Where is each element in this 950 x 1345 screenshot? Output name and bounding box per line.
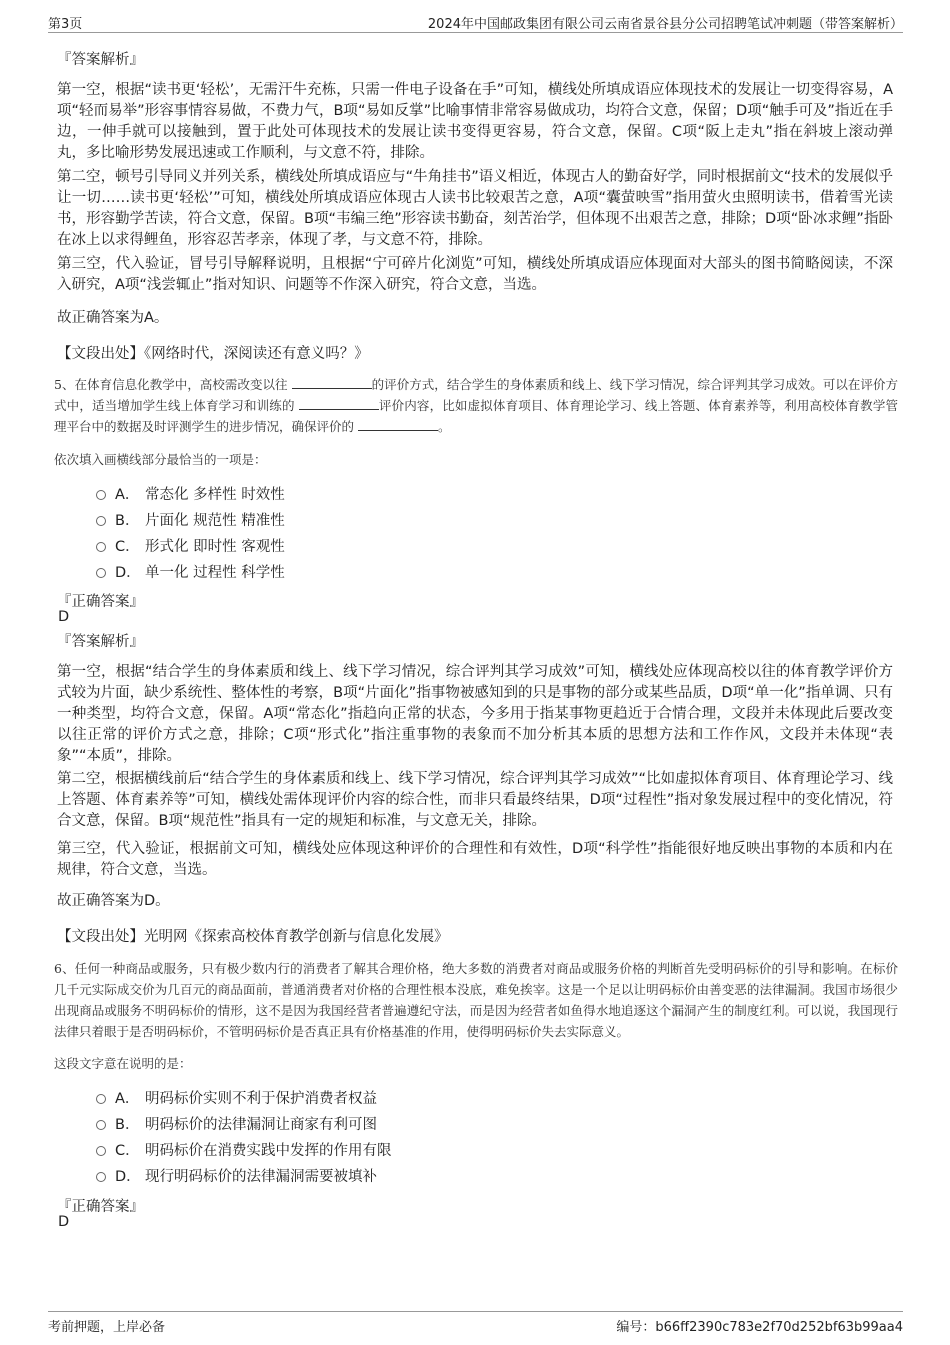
q5-option-d[interactable] — [96, 560, 285, 582]
radio-icon[interactable] — [96, 1146, 106, 1156]
q5-stem-part-1: 5、在体育信息化教学中，高校需改变以往 — [54, 377, 292, 392]
q6-option-b[interactable] — [96, 1112, 377, 1134]
document-code: 编号：b66ff2390c783e2f70d252bf63b99aa4 — [616, 1320, 903, 1335]
q5-answer: D — [58, 609, 70, 625]
option-letter: D． — [115, 564, 141, 581]
q5-blank-3 — [358, 418, 438, 431]
option-letter: B． — [115, 512, 140, 529]
radio-icon[interactable] — [96, 568, 106, 578]
q5-stem-part-4: 。 — [437, 419, 451, 434]
page-header — [48, 10, 903, 33]
q4-analysis-paragraph-2: 第二空，顿号引导同义并列关系，横线处所填成语应与“牛角挂书”语义相近，体现古人的勤奋好学，同时根据前文“技术的发展似乎让一切……读书更‘轻松’”可知，横线处所填成语应体现古人读书比较艰苦之意，A项“囊萤映雪”指用萤火虫照明读书，借着雪光读书，形容勤学苦读，符合文意，保留。B项“韦编三绝”形容读书勤奋，刻苦治学，但体现不出艰苦之意，排除；D项“卧冰求鲤”指卧在冰上以求得鲤鱼，形容忍苦孝亲，体现了孝，与文意不符，排除。 — [57, 169, 893, 248]
q5-blank-1 — [292, 376, 372, 389]
q5-source: 【文段出处】光明网《探索高校体育教学创新与信息化发展》 — [57, 929, 449, 945]
radio-icon[interactable] — [96, 1094, 106, 1104]
option-text: 明码标价实则不利于保护消费者权益 — [145, 1090, 377, 1107]
footer-motto: 考前押题，上岸必备 — [48, 1320, 166, 1335]
q4-analysis-paragraph-1: 第一空，根据“读书更‘轻松’，无需汗牛充栋，只需一件电子设备在手”可知，横线处所填成语应体现技术的发展让一切变得容易，A项“轻而易举”形容事情容易做，不费力气，B项“易如反掌”比喻事情非常容易做成功，均符合文意，保留；D项“触手可及”指近在手边，一伸手就可以接触到，置于此处可体现技术的发展让读书变得更容易，符合文意，保留。C项“阪上走丸”指在斜坡上滚动弹丸，多比喻形势发展迅速或工作顺利，与文意不符，排除。 — [57, 82, 893, 161]
radio-icon[interactable] — [96, 542, 106, 552]
radio-icon[interactable] — [96, 1120, 106, 1130]
option-text: 明码标价的法律漏洞让商家有利可图 — [145, 1116, 377, 1133]
option-letter: A． — [115, 1090, 140, 1107]
q6-option-a[interactable] — [96, 1086, 377, 1108]
document-title: 2024年中国邮政集团有限公司云南省景谷县分公司招聘笔试冲刺题（带答案解析） — [427, 17, 903, 32]
q5-analysis-paragraph-2: 第二空，根据横线前后“结合学生的身体素质和线上、线下学习情况，综合评判其学习成效”“比如虚拟体育项目、体育理论学习、线上答题、体育素养等”可知，横线处需体现评价内容的综合性，而非只看最终结果，D项“过程性”指对象发展过程中的变化情况，符合文意，保留。B项“规范性”指具有一定的规矩和标准，与文意无关，排除。 — [57, 771, 893, 829]
q5-option-c[interactable] — [96, 534, 285, 556]
option-text: 现行明码标价的法律漏洞需要被填补 — [145, 1168, 377, 1185]
q5-conclusion: 故正确答案为D。 — [57, 893, 170, 909]
option-text: 明码标价在消费实践中发挥的作用有限 — [145, 1142, 392, 1159]
q6-answer-label: 『正确答案』 — [57, 1199, 144, 1215]
q6-stem: 6、任何一种商品或服务，只有极少数内行的消费者了解其合理价格，绝大多数的消费者对商品或服务价格的判断首先受明码标价的引导和影响。在标价几千元实际成交价为几百元的商品面前，普通消费者对价格的合理性根本没底，难免挨宰。这是一个足以让明码标价由善变恶的法律漏洞。我国市场很少出现商品或服务不明码标价的情形，这不是因为我国经营者普遍遵纪守法，而是因为经营者如鱼得水地追逐这个漏洞产生的制度红利。可以说，我国现行法律只着眼于是否明码标价，不管明码标价是否真正具有价格基准的作用，使得明码标价失去实际意义。 — [54, 961, 898, 1039]
q5-analysis-label: 『答案解析』 — [57, 634, 144, 650]
option-text: 片面化 规范性 精准性 — [145, 512, 285, 529]
radio-icon[interactable] — [96, 516, 106, 526]
q5-analysis-paragraph-1: 第一空，根据“结合学生的身体素质和线上、线下学习情况，综合评判其学习成效”可知，横线处应体现高校以往的体育教学评价方式较为片面，缺少系统性、整体性的考察，B项“片面化”指事物被感知到的只是事物的部分或某些品质，D项“单一化”指单调、只有一种类型，均符合文意，保留。A项“常态化”指趋向正常的状态，今多用于指某事物更趋近于合情合理，文段并未体现此后要改变以往正常的评价方式之意，排除；C项“形式化”指注重事物的表象而不加分析其本质的思想方法和工作作风，文段并未体现“表象”“本质”，排除。 — [57, 664, 893, 764]
q4-analysis-label: 『答案解析』 — [57, 52, 144, 68]
q5-option-b[interactable] — [96, 508, 285, 530]
page-footer — [48, 1311, 903, 1336]
option-letter: C． — [115, 1142, 140, 1159]
q5-stem — [54, 374, 898, 437]
q6-answer: D — [58, 1214, 70, 1230]
q5-answer-label: 『正确答案』 — [57, 594, 144, 610]
q6-option-c[interactable] — [96, 1138, 392, 1160]
option-text: 单一化 过程性 科学性 — [145, 564, 285, 581]
option-letter: D． — [115, 1168, 141, 1185]
option-letter: A． — [115, 486, 140, 503]
option-text: 形式化 即时性 客观性 — [145, 538, 285, 555]
q5-blank-2 — [299, 397, 379, 410]
option-text: 常态化 多样性 时效性 — [145, 486, 285, 503]
q4-conclusion: 故正确答案为A。 — [57, 310, 169, 326]
q6-option-d[interactable] — [96, 1164, 377, 1186]
q5-option-a[interactable] — [96, 482, 285, 504]
q5-stem-part-3: 评价内容，比如虚拟体育项目、体育理论学习、线上答题、体育素养等，利用高校体育教学管理平台中的数据及时评测学生的进步情况，确保评价的 — [54, 398, 898, 434]
page-number: 第3页 — [48, 17, 83, 32]
q4-analysis-paragraph-3: 第三空，代入验证，冒号引导解释说明，且根据“宁可碎片化浏览”可知，横线处所填成语应体现面对大部头的图书简略阅读，不深入研究，A项“浅尝辄止”指对知识、问题等不作深入研究，符合文意，当选。 — [57, 256, 893, 293]
radio-icon[interactable] — [96, 490, 106, 500]
q6-prompt: 这段文字意在说明的是： — [54, 1056, 192, 1071]
q4-source: 【文段出处】《网络时代，深阅读还有意义吗？》 — [57, 346, 369, 362]
q5-stem-part-2: 的评价方式，结合学生的身体素质和线上、线下学习情况，综合评判其学习成效。可以在评价方式中，适当增加学生线上体育学习和训练的 — [54, 377, 898, 413]
q5-analysis-paragraph-3: 第三空，代入验证，根据前文可知，横线处应体现这种评价的合理性和有效性，D项“科学性”指能很好地反映出事物的本质和内在规律，符合文意，当选。 — [57, 841, 893, 878]
option-letter: B． — [115, 1116, 140, 1133]
q5-prompt: 依次填入画横线部分最恰当的一项是： — [54, 452, 267, 467]
radio-icon[interactable] — [96, 1172, 106, 1182]
option-letter: C． — [115, 538, 140, 555]
